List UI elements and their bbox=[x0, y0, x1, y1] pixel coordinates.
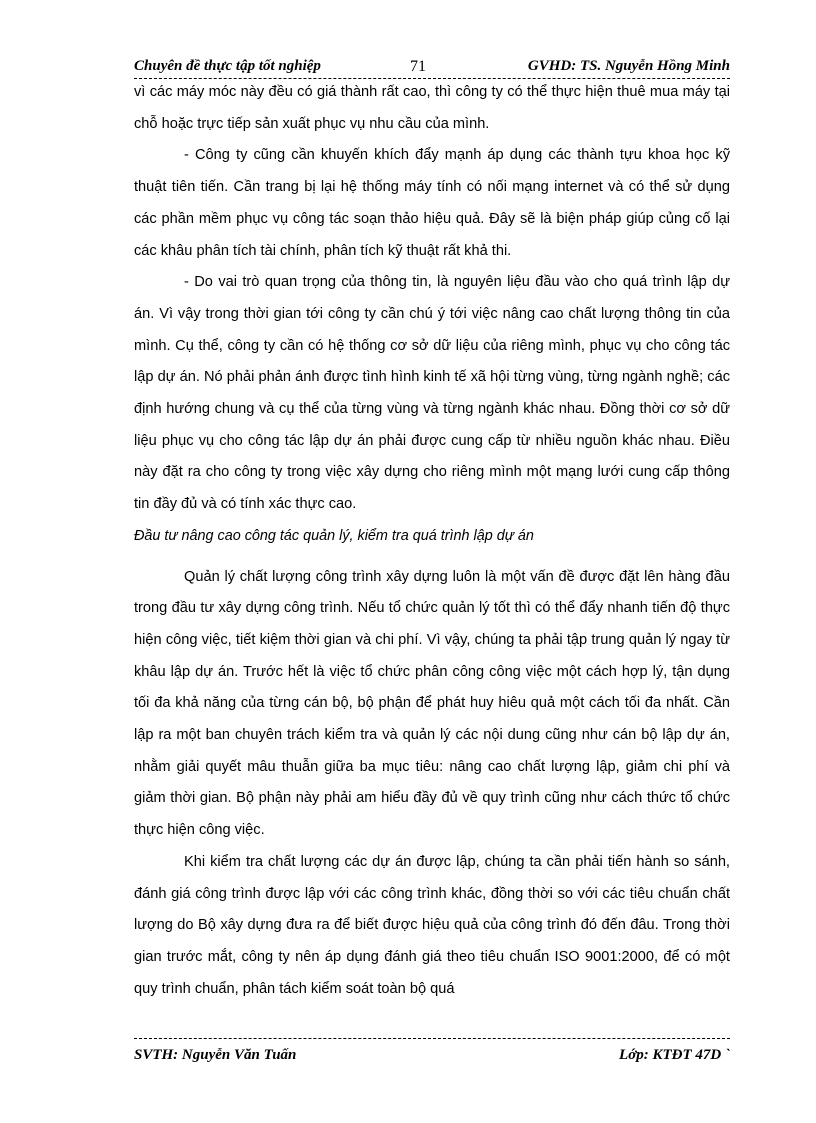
paragraph: Quản lý chất lượng công trình xây dựng luôn là một vấn đề được đặt lên hàng đầu trong đầu tư xây dựng công trình. Nếu tổ chức quản lý tốt thì có thể đẩy nhanh tiến độ thực hiện công việc, tiết kiệm thời gian và chi phí. Vì vậy, chúng ta phải tập trung quản lý ngay từ khâu lập dự án. Trước hết là việc tổ chức phân công công việc một cách hợp lý, tận dụng tối đa khả năng của từng cán bộ, bộ phận để phát huy hiêu quả một cách tối đa nhất. Cần lập ra một ban chuyên trách kiểm tra và quản lý các nội dung cũng như cán bộ lập dự án, nhằm giải quyết mâu thuẫn giữa ba mục tiêu: nâng cao chất lượng lập, giảm chi phí và giảm thời gian. Bộ phận này phải am hiểu đầy đủ về quy trình cũng như cách thức tổ chức thực hiện công việc. bbox=[134, 568, 730, 839]
paragraph: - Công ty cũng cần khuyến khích đẩy mạnh áp dụng các thành tựu khoa học kỹ thuật tiên tiến. Cần trang bị lại hệ thống máy tính có nối mạng internet và có thể sử dụng các phần mềm phục vụ công tác soạn thảo hiệu quả. Đây sẽ là biện pháp giúp củng cố lại các khâu phân tích tài chính, phân tích kỹ thuật rất khả thi. bbox=[134, 147, 730, 259]
footer-student: SVTH: Nguyễn Văn Tuấn bbox=[134, 1047, 297, 1063]
document-body bbox=[134, 77, 730, 1005]
section-heading: Đầu tư nâng cao công tác quản lý, kiểm tra quá trình lập dự án bbox=[134, 527, 534, 544]
footer-class: Lớp: KTĐT 47D ` bbox=[619, 1047, 730, 1063]
header-advisor: GVHD: TS. Nguyễn Hồng Minh bbox=[527, 58, 730, 74]
paragraph: - Do vai trò quan trọng của thông tin, là nguyên liệu đầu vào cho quá trình lập dự án. Vì vậy trong thời gian tới công ty cần chú ý tới việc nâng cao chất lượng thông tin của mình. Cụ thể, công ty cần có hệ thống cơ sở dữ liệu của riêng mình, phục vụ cho công tác lập dự án. Nó phải phản ánh được tình hình kinh tế xã hội từng vùng, từng ngành nghề; các định hướng chung và cụ thể của từng vùng và từng ngành khác nhau. Đồng thời cơ sở dữ liệu phục vụ cho công tác lập dự án phải được cung cấp từ nhiều nguồn khác nhau. Điều này đặt ra cho công ty trong việc xây dựng cho riêng mình một mạng lưới cung cấp thông tin đầy đủ và có tính xác thực cao. bbox=[134, 274, 730, 513]
page-footer bbox=[134, 1038, 730, 1067]
header-title: Chuyên đề thực tập tốt nghiệp bbox=[134, 58, 321, 74]
page-header bbox=[134, 56, 730, 79]
page-number: 71 bbox=[410, 58, 426, 75]
paragraph: vì các máy móc này đều có giá thành rất cao, thì công ty có thể thực hiện thuê mua máy tại chỗ hoặc trực tiếp sản xuất phục vụ nhu cầu của mình. bbox=[134, 84, 730, 132]
paragraph: Khi kiểm tra chất lượng các dự án được lập, chúng ta cần phải tiến hành so sánh, đánh giá công trình được lập với các công trình khác, đồng thời so với các tiêu chuẩn chất lượng do Bộ xây dựng đưa ra để biết được hiệu quả của công trình đó đến đâu. Trong thời gian trước mắt, công ty nên áp dụng đánh giá theo tiêu chuẩn ISO 9001:2000, để có một quy trình chuẩn, phân tách kiểm soát toàn bộ quá bbox=[134, 853, 730, 997]
